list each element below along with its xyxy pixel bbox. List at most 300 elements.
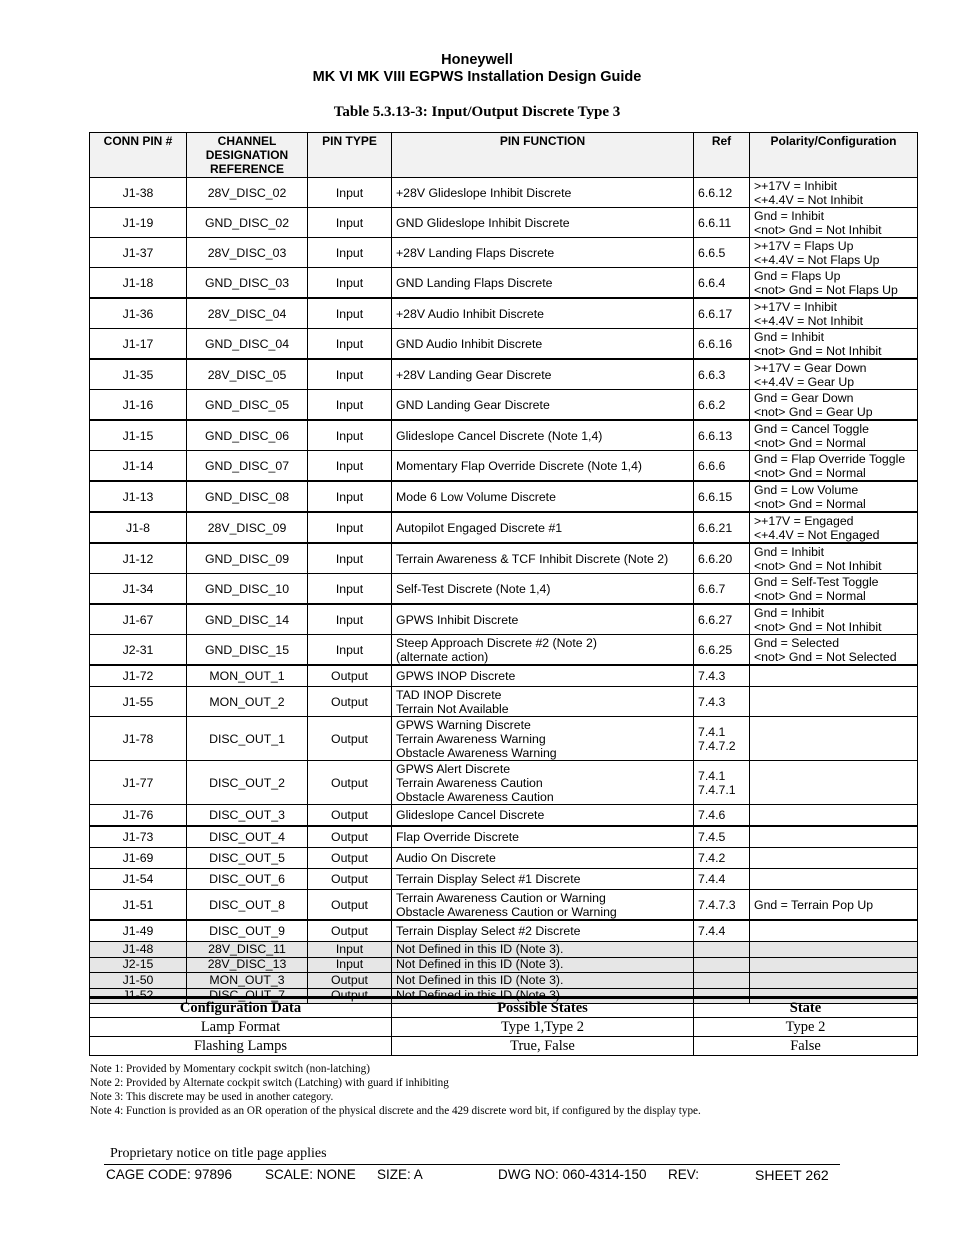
polarity-cell-line: <not> Gnd = Not Flaps Up [754, 282, 898, 297]
pin-function-cell [392, 574, 694, 605]
pin-type-cell: Input [308, 420, 392, 451]
ref-cell-line: 6.6.4 [698, 275, 726, 290]
polarity-cell-line: <not> Gnd = Not Inhibit [754, 619, 882, 634]
pin-function-cell [392, 420, 694, 451]
pin-function-cell [392, 543, 694, 574]
table-caption: Table 5.3.13-3: Input/Output Discrete Type 3 [333, 104, 621, 120]
table-row [90, 481, 918, 512]
channel-cell: DISC_OUT_9 [187, 920, 308, 942]
table-row [90, 957, 918, 973]
pin-function-cell [392, 208, 694, 238]
table-row [90, 869, 918, 890]
channel-cell: 28V_DISC_13 [187, 957, 308, 973]
ref-cell-line: 6.6.3 [698, 367, 726, 382]
polarity-cell [750, 635, 918, 666]
table-row [90, 420, 918, 451]
pin-function-cell-line: Not Defined in this ID (Note 3). [396, 941, 564, 956]
conn-pin-cell: J1-34 [90, 574, 187, 605]
polarity-cell-line: <+4.4V = Not Inhibit [754, 192, 864, 207]
pin-function-cell [392, 826, 694, 848]
table-row [90, 178, 918, 208]
col-header-pin-type: PIN TYPE [308, 133, 392, 178]
polarity-cell [750, 687, 918, 717]
ref-cell [694, 920, 750, 942]
pin-function-cell-line: GPWS Inhibit Discrete [396, 612, 519, 627]
table-row [90, 604, 918, 635]
pin-type-cell: Output [308, 890, 392, 921]
polarity-cell-line: Gnd = Self-Test Toggle [754, 574, 879, 589]
pin-function-cell [392, 665, 694, 687]
pin-type-cell: Input [308, 543, 392, 574]
ref-cell-line: 6.6.12 [698, 185, 733, 200]
conn-pin-cell: J1-73 [90, 826, 187, 848]
ref-cell-line: 6.6.20 [698, 551, 733, 566]
channel-cell: 28V_DISC_09 [187, 512, 308, 543]
table-row [90, 973, 918, 989]
ref-cell-line: 7.4.3 [698, 694, 726, 709]
config-cell: Type 1,Type 2 [392, 1018, 694, 1037]
channel-cell: 28V_DISC_05 [187, 359, 308, 390]
conn-pin-cell: J1-15 [90, 420, 187, 451]
pin-function-cell-line: Glideslope Cancel Discrete (Note 1,4) [396, 428, 603, 443]
conn-pin-cell: J1-78 [90, 717, 187, 761]
ref-cell-line: 6.6.2 [698, 397, 726, 412]
table-row [90, 942, 918, 958]
pin-function-cell-line: Terrain Awareness Caution [396, 775, 543, 790]
pin-type-cell: Input [308, 208, 392, 238]
ref-cell-line: 7.4.5 [698, 830, 726, 844]
config-header-states: Possible States [392, 998, 694, 1018]
conn-pin-cell: J1-77 [90, 761, 187, 805]
pin-function-cell [392, 268, 694, 299]
sheet-number: SHEET 262 [755, 1167, 829, 1183]
ref-cell-line: 6.6.6 [698, 458, 726, 473]
ref-cell-line: 7.4.7.1 [698, 782, 736, 797]
conn-pin-cell: J1-16 [90, 390, 187, 421]
polarity-cell [750, 604, 918, 635]
pin-function-cell-line: Not Defined in this ID (Note 3). [396, 988, 564, 1003]
ref-cell [694, 420, 750, 451]
pin-function-cell [392, 848, 694, 869]
pin-type-cell: Output [308, 988, 392, 1004]
ref-cell [694, 359, 750, 390]
polarity-cell-line: Gnd = Inhibit [754, 605, 825, 620]
table-row [90, 298, 918, 329]
size: SIZE: A [377, 1167, 423, 1182]
polarity-cell [750, 869, 918, 890]
pin-function-cell [392, 973, 694, 989]
channel-cell: GND_DISC_08 [187, 481, 308, 512]
ref-cell-line: 6.6.15 [698, 489, 733, 504]
ref-cell [694, 826, 750, 848]
ref-cell [694, 238, 750, 268]
conn-pin-cell: J1-48 [90, 942, 187, 958]
pin-type-cell: Output [308, 920, 392, 942]
ref-cell-line: 7.4.2 [698, 851, 726, 865]
pin-function-cell [392, 635, 694, 666]
ref-cell [694, 481, 750, 512]
polarity-cell [750, 957, 918, 973]
ref-cell-line: 6.6.16 [698, 336, 733, 351]
polarity-cell [750, 973, 918, 989]
polarity-cell-line: Gnd = Terrain Pop Up [754, 897, 874, 912]
channel-cell: 28V_DISC_02 [187, 178, 308, 208]
polarity-cell [750, 512, 918, 543]
ref-cell-line: 7.4.7.3 [698, 897, 736, 912]
col-header-pin-function: PIN FUNCTION [392, 133, 694, 178]
ref-cell [694, 957, 750, 973]
ref-cell [694, 390, 750, 421]
pin-function-cell [392, 761, 694, 805]
polarity-cell [750, 420, 918, 451]
pin-function-cell-line: +28V Audio Inhibit Discrete [396, 306, 544, 321]
pin-function-cell-line: Momentary Flap Override Discrete (Note 1,4) [396, 458, 643, 473]
pin-type-cell: Output [308, 973, 392, 989]
ref-cell [694, 208, 750, 238]
pin-function-cell [392, 890, 694, 921]
cage-code: CAGE CODE: 97896 [106, 1167, 233, 1182]
config-cell: False [694, 1037, 918, 1056]
polarity-cell-line: <+4.4V = Not Inhibit [754, 313, 864, 328]
pin-function-cell [392, 481, 694, 512]
ref-cell [694, 973, 750, 989]
conn-pin-cell: J1-37 [90, 238, 187, 268]
table-row [90, 687, 918, 717]
channel-cell: DISC_OUT_5 [187, 848, 308, 869]
ref-cell-line: 6.6.7 [698, 581, 726, 596]
channel-cell: DISC_OUT_1 [187, 717, 308, 761]
drawing-number: DWG NO: 060-4314-150 [498, 1167, 647, 1182]
pin-type-cell: Input [308, 481, 392, 512]
ref-cell-line: 7.4.6 [698, 808, 726, 822]
ref-cell [694, 848, 750, 869]
ref-cell-line: 7.4.1 [698, 724, 726, 739]
conn-pin-cell: J1-52 [90, 988, 187, 1004]
pin-function-cell [392, 178, 694, 208]
table-body [90, 178, 918, 1004]
pin-function-cell [392, 805, 694, 827]
channel-cell: DISC_OUT_2 [187, 761, 308, 805]
conn-pin-cell: J1-13 [90, 481, 187, 512]
ref-cell-line: 6.6.17 [698, 306, 733, 321]
table-row [90, 543, 918, 574]
config-cell: Flashing Lamps [90, 1037, 392, 1056]
config-header-data: Configuration Data [90, 998, 392, 1018]
conn-pin-cell: J1-35 [90, 359, 187, 390]
ref-cell [694, 665, 750, 687]
ref-cell [694, 687, 750, 717]
pin-type-cell: Output [308, 665, 392, 687]
polarity-cell-line: <not> Gnd = Not Inhibit [754, 558, 882, 573]
channel-cell: 28V_DISC_04 [187, 298, 308, 329]
config-row [90, 1018, 918, 1037]
conn-pin-cell: J1-36 [90, 298, 187, 329]
pin-type-cell: Input [308, 451, 392, 482]
ref-cell-line: 7.4.4 [698, 924, 726, 938]
ref-cell [694, 512, 750, 543]
table-row [90, 826, 918, 848]
channel-cell: DISC_OUT_6 [187, 869, 308, 890]
table-row [90, 512, 918, 543]
channel-cell: GND_DISC_05 [187, 390, 308, 421]
ref-cell-line: 6.6.27 [698, 612, 733, 627]
pin-function-cell [392, 957, 694, 973]
pin-function-cell-line: Terrain Awareness & TCF Inhibit Discrete (Note 2) [396, 551, 669, 566]
pin-function-cell-line: Obstacle Awareness Caution [396, 789, 554, 804]
pin-function-cell-line: +28V Landing Flaps Discrete [396, 245, 555, 260]
table-row [90, 890, 918, 921]
pin-function-cell-line: Steep Approach Discrete #2 (Note 2) [396, 635, 597, 650]
polarity-cell-line: >+17V = Inhibit [754, 178, 838, 193]
pin-function-cell-line: GPWS Warning Discrete [396, 717, 531, 732]
pin-type-cell: Input [308, 574, 392, 605]
polarity-cell-line: <not> Gnd = Not Inhibit [754, 343, 882, 358]
ref-cell-line: 6.6.21 [698, 520, 733, 535]
ref-cell [694, 574, 750, 605]
pin-function-cell-line: GND Landing Flaps Discrete [396, 275, 553, 290]
pin-function-cell [392, 298, 694, 329]
pin-function-cell-line: Terrain Not Available [396, 701, 509, 716]
conn-pin-cell: J1-51 [90, 890, 187, 921]
table-header-row [90, 133, 918, 178]
table-row [90, 359, 918, 390]
ref-cell [694, 869, 750, 890]
polarity-cell [750, 848, 918, 869]
channel-cell: GND_DISC_14 [187, 604, 308, 635]
ref-cell-line: 6.6.11 [698, 215, 732, 230]
conn-pin-cell: J1-54 [90, 869, 187, 890]
notes [90, 1062, 701, 1118]
pin-type-cell: Output [308, 687, 392, 717]
channel-cell: MON_OUT_2 [187, 687, 308, 717]
polarity-cell [750, 451, 918, 482]
channel-cell: DISC_OUT_8 [187, 890, 308, 921]
scale: SCALE: NONE [265, 1167, 356, 1182]
polarity-cell-line: Gnd = Inhibit [754, 544, 825, 559]
conn-pin-cell: J1-19 [90, 208, 187, 238]
conn-pin-cell: J1-17 [90, 329, 187, 360]
col-header-ref: Ref [694, 133, 750, 178]
table-row [90, 920, 918, 942]
channel-cell: 28V_DISC_11 [187, 942, 308, 958]
pin-function-cell [392, 329, 694, 360]
col-header-polarity: Polarity/Configuration [750, 133, 918, 178]
pin-function-cell-line: Self-Test Discrete (Note 1,4) [396, 581, 551, 596]
conn-pin-cell: J1-38 [90, 178, 187, 208]
table-row [90, 451, 918, 482]
ref-cell [694, 717, 750, 761]
note-2: Note 2: Provided by Alternate cockpit switch (Latching) with guard if inhibiting [90, 1077, 449, 1089]
pin-function-cell [392, 687, 694, 717]
ref-cell [694, 451, 750, 482]
polarity-cell [750, 481, 918, 512]
polarity-cell-line: >+17V = Flaps Up [754, 238, 854, 253]
conn-pin-cell: J2-31 [90, 635, 187, 666]
pin-function-cell [392, 359, 694, 390]
pin-function-cell-line: GND Glideslope Inhibit Discrete [396, 215, 570, 230]
polarity-cell [750, 717, 918, 761]
channel-cell: DISC_OUT_7 [187, 988, 308, 1004]
table-row [90, 848, 918, 869]
polarity-cell [750, 543, 918, 574]
pin-function-cell-line: Not Defined in this ID (Note 3). [396, 957, 564, 972]
pin-function-cell-line: Obstacle Awareness Warning [396, 745, 557, 760]
polarity-cell-line: Gnd = Selected [754, 635, 840, 650]
channel-cell: GND_DISC_06 [187, 420, 308, 451]
ref-cell-line: 6.6.13 [698, 428, 733, 443]
pin-type-cell: Output [308, 761, 392, 805]
pin-type-cell: Input [308, 942, 392, 958]
pin-function-cell [392, 604, 694, 635]
pin-function-cell-line: Terrain Awareness Caution or Warning [396, 890, 606, 905]
polarity-cell [750, 920, 918, 942]
pin-type-cell: Input [308, 268, 392, 299]
pin-function-cell-line: Autopilot Engaged Discrete #1 [396, 520, 563, 535]
polarity-cell-line: <not> Gnd = Normal [754, 496, 866, 511]
note-3: Note 3: This discrete may be used in another category. [90, 1091, 334, 1103]
conn-pin-cell: J1-67 [90, 604, 187, 635]
col-header-channel: CHANNEL DESIGNATION REFERENCE [187, 133, 308, 178]
pin-function-cell-line: (alternate action) [396, 649, 489, 664]
pin-type-cell: Output [308, 717, 392, 761]
pin-type-cell: Input [308, 359, 392, 390]
pin-function-cell-line: Not Defined in this ID (Note 3). [396, 972, 564, 987]
pin-function-cell [392, 451, 694, 482]
polarity-cell-line: <+4.4V = Gear Up [754, 374, 855, 389]
channel-cell: GND_DISC_10 [187, 574, 308, 605]
conn-pin-cell: J1-18 [90, 268, 187, 299]
pin-function-cell-line: Terrain Awareness Warning [396, 731, 546, 746]
table-row [90, 635, 918, 666]
pin-type-cell: Input [308, 238, 392, 268]
pin-function-cell-line: Mode 6 Low Volume Discrete [396, 489, 556, 504]
pin-type-cell: Output [308, 826, 392, 848]
pin-type-cell: Input [308, 390, 392, 421]
pin-function-cell-line: Audio On Discrete [396, 851, 496, 865]
polarity-cell-line: <not> Gnd = Not Selected [754, 649, 897, 664]
ref-cell [694, 298, 750, 329]
polarity-cell-line: >+17V = Inhibit [754, 299, 838, 314]
conn-pin-cell: J1-8 [90, 512, 187, 543]
channel-cell: MON_OUT_1 [187, 665, 308, 687]
col-header-conn-pin: CONN PIN # [90, 133, 187, 178]
table-row [90, 665, 918, 687]
ref-cell-line: 7.4.4 [698, 872, 726, 886]
ref-cell-line: 7.4.1 [698, 768, 726, 783]
pin-function-cell-line: Obstacle Awareness Caution or Warning [396, 904, 617, 919]
pin-function-cell [392, 920, 694, 942]
conn-pin-cell: J2-15 [90, 957, 187, 973]
polarity-cell [750, 298, 918, 329]
conn-pin-cell: J1-12 [90, 543, 187, 574]
table-row [90, 761, 918, 805]
config-row [90, 1037, 918, 1056]
pin-type-cell: Output [308, 869, 392, 890]
ref-cell [694, 805, 750, 827]
table-row [90, 329, 918, 360]
pin-function-cell-line: Flap Override Discrete [396, 830, 520, 844]
pin-function-cell [392, 512, 694, 543]
table-row [90, 238, 918, 268]
table-row [90, 574, 918, 605]
channel-cell: MON_OUT_3 [187, 973, 308, 989]
ref-cell-line: 6.6.25 [698, 642, 733, 657]
polarity-cell [750, 359, 918, 390]
channel-cell: GND_DISC_07 [187, 451, 308, 482]
configuration-table [89, 996, 918, 1056]
conn-pin-cell: J1-69 [90, 848, 187, 869]
polarity-cell [750, 238, 918, 268]
pin-function-cell-line: Terrain Display Select #1 Discrete [396, 872, 581, 886]
pin-function-cell-line: GPWS Alert Discrete [396, 761, 511, 776]
ref-cell-line: 7.4.3 [698, 669, 726, 683]
table-row [90, 268, 918, 299]
polarity-cell [750, 268, 918, 299]
pin-function-cell [392, 390, 694, 421]
revision: REV: [668, 1167, 700, 1182]
polarity-cell-line: Gnd = Cancel Toggle [754, 421, 869, 436]
config-cell: Type 2 [694, 1018, 918, 1037]
polarity-cell-line: Gnd = Flap Override Toggle [754, 451, 906, 466]
note-4: Note 4: Function is provided as an OR operation of the physical discrete and the 429 discrete word bit, if configured by the display type. [90, 1105, 701, 1117]
polarity-cell-line: Gnd = Inhibit [754, 208, 825, 223]
channel-cell: DISC_OUT_4 [187, 826, 308, 848]
table-row [90, 390, 918, 421]
polarity-cell-line: Gnd = Inhibit [754, 329, 825, 344]
polarity-cell [750, 329, 918, 360]
config-header-state: State [694, 998, 918, 1018]
pin-function-cell [392, 942, 694, 958]
polarity-cell-line: <not> Gnd = Gear Up [754, 404, 873, 419]
note-1: Note 1: Provided by Momentary cockpit switch (non-latching) [90, 1063, 370, 1075]
document-title: MK VI MK VIII EGPWS Installation Design Guide [312, 69, 642, 85]
polarity-cell-line: <not> Gnd = Normal [754, 435, 866, 450]
polarity-cell-line: Gnd = Low Volume [754, 482, 859, 497]
pin-type-cell: Input [308, 512, 392, 543]
conn-pin-cell: J1-50 [90, 973, 187, 989]
pin-function-cell-line: +28V Glideslope Inhibit Discrete [396, 185, 572, 200]
pin-function-cell-line: GPWS INOP Discrete [396, 669, 516, 683]
channel-cell: GND_DISC_03 [187, 268, 308, 299]
polarity-cell-line: <not> Gnd = Normal [754, 465, 866, 480]
discrete-table [89, 132, 918, 1004]
polarity-cell [750, 178, 918, 208]
polarity-cell [750, 942, 918, 958]
polarity-cell [750, 761, 918, 805]
pin-function-cell-line: GND Audio Inhibit Discrete [396, 336, 543, 351]
polarity-cell [750, 390, 918, 421]
conn-pin-cell: J1-14 [90, 451, 187, 482]
channel-cell: 28V_DISC_03 [187, 238, 308, 268]
polarity-cell [750, 890, 918, 921]
polarity-cell-line: Gnd = Gear Down [754, 390, 854, 405]
polarity-cell-line: Gnd = Flaps Up [754, 268, 841, 283]
footer-divider [104, 1164, 840, 1165]
channel-cell: GND_DISC_04 [187, 329, 308, 360]
company-name: Honeywell [441, 52, 513, 68]
ref-cell-line: 7.4.7.2 [698, 738, 736, 753]
config-cell: Lamp Format [90, 1018, 392, 1037]
ref-cell [694, 329, 750, 360]
polarity-cell-line: >+17V = Gear Down [754, 360, 867, 375]
polarity-cell [750, 805, 918, 827]
pin-function-cell-line: Terrain Display Select #2 Discrete [396, 924, 581, 938]
ref-cell [694, 543, 750, 574]
polarity-cell-line: <+4.4V = Not Flaps Up [754, 252, 880, 267]
config-cell: True, False [392, 1037, 694, 1056]
pin-type-cell: Input [308, 178, 392, 208]
pin-function-cell-line: GND Landing Gear Discrete [396, 397, 550, 412]
